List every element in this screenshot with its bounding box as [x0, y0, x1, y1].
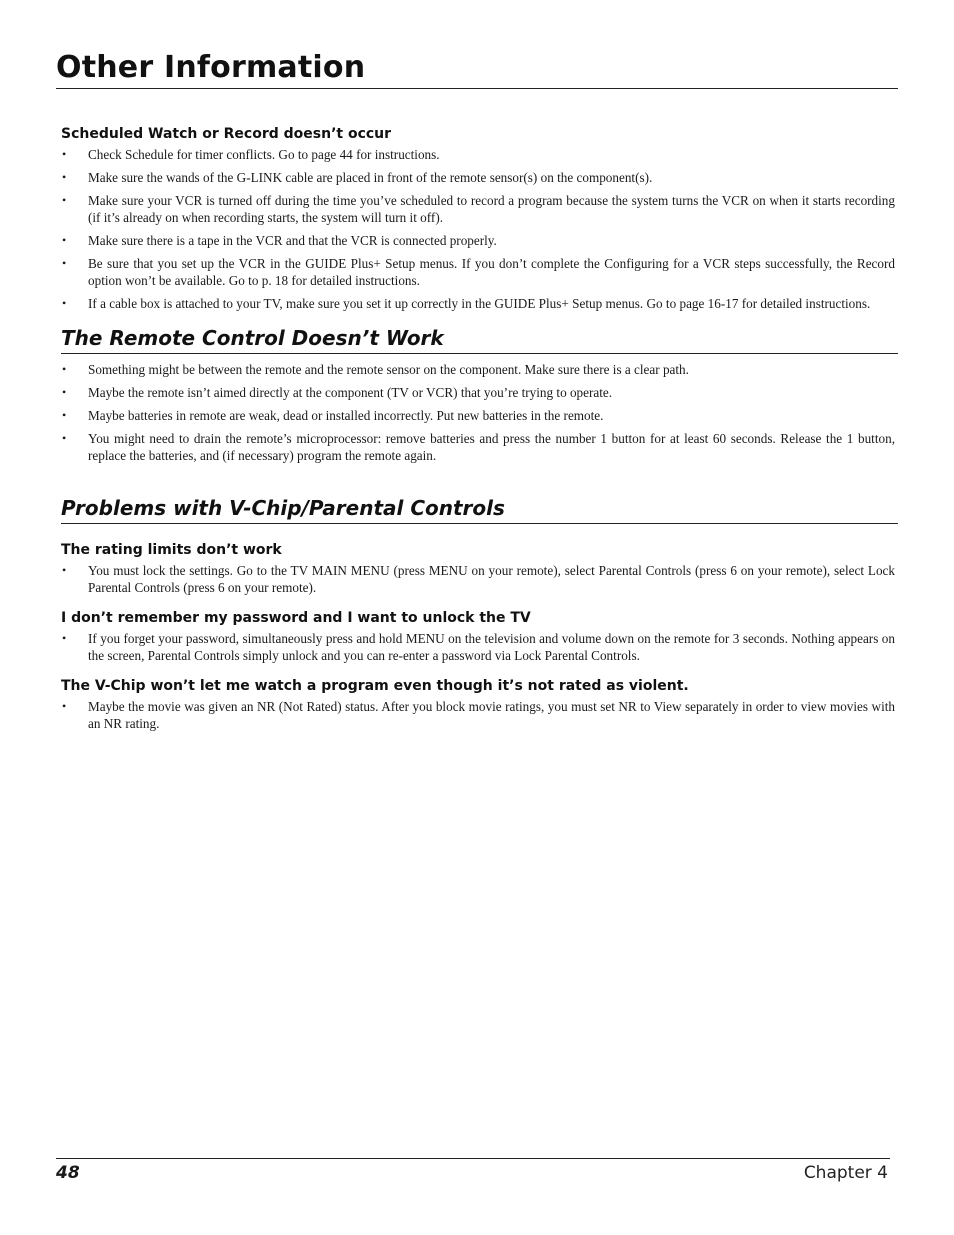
vchip-section [61, 496, 895, 732]
footer-divider [56, 1158, 890, 1159]
list-item: • Make sure your VCR is turned off during the time you’ve scheduled to record a program because the system turns the VCR on when it starts recording (if it’s already on when recording starts, the system will turn it off). [61, 192, 895, 226]
page-title: Other Information [56, 50, 366, 85]
password-list [61, 630, 895, 664]
list-item: • Make sure the wands of the G-LINK cable are placed in front of the remote sensor(s) on the component(s). [61, 169, 895, 186]
scheduled-section [61, 126, 895, 312]
remote-list [61, 361, 895, 464]
list-item: • Check Schedule for timer conflicts. Go to page 44 for instructions. [61, 146, 895, 163]
vchip-heading: Problems with V-Chip/Parental Controls [61, 496, 898, 524]
list-item: • You must lock the settings. Go to the TV MAIN MENU (press MENU on your remote), select Parental Controls (press 6 on your remote), select Lock Parental Controls (press 6 on your remote). [61, 562, 895, 596]
list-item: • Maybe batteries in remote are weak, dead or installed incorrectly. Put new batteries in the remote. [61, 407, 895, 424]
rating-list [61, 562, 895, 596]
remote-heading: The Remote Control Doesn’t Work [61, 326, 898, 354]
list-item: • Maybe the remote isn’t aimed directly at the component (TV or VCR) that you’re trying to operate. [61, 384, 895, 401]
scheduled-heading: Scheduled Watch or Record doesn’t occur [61, 126, 392, 142]
violent-heading: The V-Chip won’t let me watch a program even though it’s not rated as violent. [61, 678, 689, 694]
list-item: • Something might be between the remote and the remote sensor on the component. Make sure there is a clear path. [61, 361, 895, 378]
list-item: • Maybe the movie was given an NR (Not Rated) status. After you block movie ratings, you must set NR to View separately in order to view movies with an NR rating. [61, 698, 895, 732]
password-heading: I don’t remember my password and I want to unlock the TV [61, 610, 531, 626]
list-item: • Be sure that you set up the VCR in the GUIDE Plus+ Setup menus. If you don’t complete the Configuring for a VCR steps successfully, the Record option won’t be available. Go to p. 18 for detailed instructions. [61, 255, 895, 289]
chapter-label: Chapter 4 [803, 1163, 888, 1183]
scheduled-list [61, 146, 895, 312]
main-content [61, 126, 895, 738]
remote-section [61, 326, 895, 464]
list-item: • If you forget your password, simultaneously press and hold MENU on the television and volume down on the remote for 3 seconds. Nothing appears on the screen, Parental Controls simply unlock and you can re-enter a password via Lock Parental Controls. [61, 630, 895, 664]
list-item: • If a cable box is attached to your TV, make sure you set it up correctly in the GUIDE Plus+ Setup menus. Go to page 16-17 for detailed instructions. [61, 295, 895, 312]
violent-list [61, 698, 895, 732]
list-item: • You might need to drain the remote’s microprocessor: remove batteries and press the number 1 button for at least 60 seconds. Release the 1 button, replace the batteries, and (if necessary) program the remote again. [61, 430, 895, 464]
page-number: 48 [56, 1163, 80, 1183]
title-divider [56, 88, 898, 89]
rating-heading: The rating limits don’t work [61, 542, 282, 558]
list-item: • Make sure there is a tape in the VCR and that the VCR is connected properly. [61, 232, 895, 249]
